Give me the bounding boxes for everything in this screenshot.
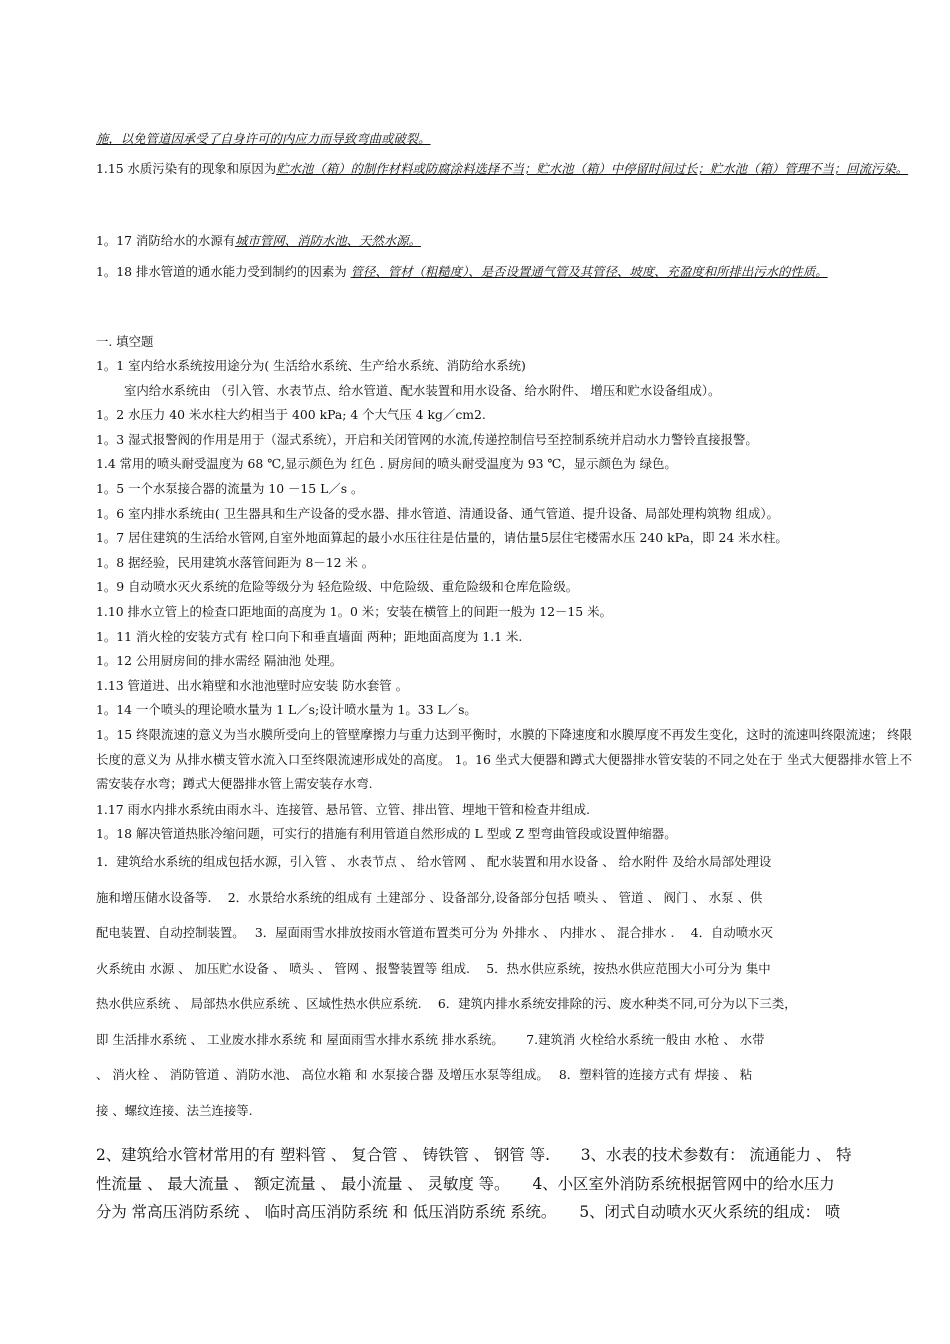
item-1-18-thermal-expansion: 1。18 解决管道热胀冷缩问题，可实行的措施有利用管道自然形成的 L 型或 Z 型弯曲管段或设置伸缩器。 bbox=[96, 826, 677, 841]
section-title: 一. 填空题 bbox=[96, 334, 154, 349]
item-1-17-roof-drainage: 1.17 雨水内排水系统由雨水斗、连接管、悬吊管、立管、排出管、埋地干管和检查井组成. bbox=[96, 802, 590, 817]
large-line: 2、建筑给水管材常用的有 塑料管 、 复合管 、 铸铁管 、 钢管 等. 3、水表的技术参数有： 流通能力 、 特 bbox=[96, 1146, 852, 1164]
underlined-answer: 管径、管材（粗糙度）、是否设置通气管及其管径、坡度、充盈度和所排出污水的性质。 bbox=[350, 264, 828, 279]
list-item: 1。3 湿式报警阀的作用是用于（湿式系统），开启和关闭管网的水流,传递控制信号至控制系统并启动水力警铃直接报警。 bbox=[96, 431, 758, 447]
list-item: 1。14 一个喷头的理论喷水量为 1 L／s;设计喷水量为 1。33 L／s。 bbox=[96, 702, 477, 718]
question-text: 1.15 水质污染有的现象和原因为 bbox=[96, 161, 277, 176]
large-text-block bbox=[96, 1141, 912, 1227]
list-item: 1.4 常用的喷头耐受温度为 68 ℃,显示颜色为 红色 . 厨房间的喷头耐受温度为 93 ℃，显示颜色为 绿色。 bbox=[96, 456, 677, 472]
list-item: 1。12 公用厨房间的排水需经 隔油池 处理。 bbox=[96, 653, 343, 669]
block-line: 接 、螺纹连接、法兰连接等. bbox=[96, 1102, 253, 1118]
item-1-15-terminal-velocity: 1。15 终限流速的意义为当水膜所受向上的管壁摩擦力与重力达到平衡时，水膜的下降速度和水膜厚度不再发生变化，这时的流速叫终限流速； 终限长度的意义为 从排水横支管水流入口至终限流速形成处的高度。 1。16 坐式大便器和蹲式大便器排水管安装的不同之处在于 坐式大便器排水管上不需安装存水弯；蹲式大便器排水管上需安装存水弯. bbox=[96, 727, 912, 792]
list-item: 1。11 消火栓的安装方式有 栓口向下和垂直墙面 两种；距地面高度为 1.1 米. bbox=[96, 628, 523, 644]
underlined-answer: 贮水池（箱）的制作材料或防腐涂料选择不当；贮水池（箱）中停留时间过长；贮水池（箱）管理不当；回流污染。 bbox=[276, 161, 909, 176]
list-item: 1。1 室内给水系统按用途分为( 生活给水系统、生产给水系统、消防给水系统) bbox=[96, 358, 526, 373]
list-item: 1。9 自动喷水灭火系统的危险等级分为 轻危险级、中危险级、重危险级和仓库危险级。 bbox=[96, 579, 579, 595]
list-item: 室内给水系统由 （引入管、水表节点、给水管道、配水装置和用水设备、给水附件、 增压和贮水设备组成）。 bbox=[124, 382, 721, 398]
list-item: 1。2 水压力 40 米水柱大约相当于 400 kPa; 4 个大气压 4 kg／cm2. bbox=[96, 407, 486, 423]
block-line: 即 生活排水系统 、 工业废水排水系统 和 屋面雨雪水排水系统 排水系统。 7.建筑消 火栓给水系统一般由 水枪 、 水带 bbox=[96, 1031, 765, 1047]
block-line: 火系统由 水源 、 加压贮水设备 、 喷头 、 管网 、报警装置等 组成. 5．热水供应系统，按热水供应范围大小可分为 集中 bbox=[96, 960, 771, 976]
list-item: 1。6 室内排水系统由( 卫生器具和生产设备的受水器、排水管道、清通设备、通气管道、提升设备、局部处理构筑物 组成）。 bbox=[96, 505, 779, 521]
large-line: 性流量 、 最大流量 、 额定流量 、 最小流量 、 灵敏度 等。 4、小区室外消防系统根据管网中的给水压力 bbox=[96, 1174, 835, 1193]
list-item: 1。8 据经验，民用建筑水落管间距为 8－12 米 。 bbox=[96, 554, 375, 570]
block-line: 、 消火栓 、 消防管道 、消防水池、 高位水箱 和 水泵接合器 及增压水泵等组成。 8．塑料管的连接方式有 焊接 、 粘 bbox=[96, 1067, 753, 1082]
question-text: 1。17 消防给水的水源有 bbox=[96, 233, 236, 248]
list-item: 1.13 管道进、出水箱壁和水池池壁时应安装 防水套管 。 bbox=[96, 677, 408, 693]
underlined-answer: 城市管网、消防水池、天然水源。 bbox=[235, 233, 421, 248]
numbered-block bbox=[96, 844, 912, 1128]
block-line: 配电装置、自动控制装置。 3．屋面雨雪水排放按雨水管道布置类可分为 外排水 、 内排水 、 混合排水 . 4．自动喷水灭 bbox=[96, 925, 773, 940]
item-1-15-water-pollution bbox=[96, 148, 912, 190]
list-item: 1.10 排水立管上的检查口距地面的高度为 1。0 米；安装在横管上的间距一般为 12－15 米。 bbox=[96, 603, 612, 619]
item-1-18-drainage-capacity bbox=[96, 251, 912, 293]
large-line: 分为 常高压消防系统 、 临时高压消防系统 和 低压消防系统 系统。 5、闭式自动喷水灭火系统的组成： 喷 bbox=[96, 1203, 841, 1221]
block-line: 1．建筑给水系统的组成包括水源，引入管 、 水表节点 、 给水管网 、 配水装置和用水设备 、 给水附件 及给水局部处理设 bbox=[96, 854, 772, 869]
list-item: 1。5 一个水泵接合器的流量为 10 －15 L／s 。 bbox=[96, 480, 364, 496]
list-item: 1。7 居住建筑的生活给水管网,自室外地面算起的最小水压往往是估量的，请估量5层住宅楼需水压 240 kPa，即 24 米水柱。 bbox=[96, 530, 788, 546]
underlined-answer: 施，以免管道因承受了自身许可的内应力而导致弯曲或破裂。 bbox=[96, 131, 431, 146]
block-line: 热水供应系统 、 局部热水供应系统 、区域性热水供应系统. 6．建筑内排水系统安排除的污、废水种类不同,可分为以下三类， bbox=[96, 996, 797, 1011]
block-line: 施和增压储水设备等. 2．水景给水系统的组成有 土建部分 、设备部分,设备部分包括 喷头 、 管道 、 阀门 、 水泵 、供 bbox=[96, 889, 763, 905]
fill-blank-list bbox=[96, 354, 912, 723]
question-text: 1。18 排水管道的通水能力受到制约的因素为 bbox=[96, 264, 351, 279]
